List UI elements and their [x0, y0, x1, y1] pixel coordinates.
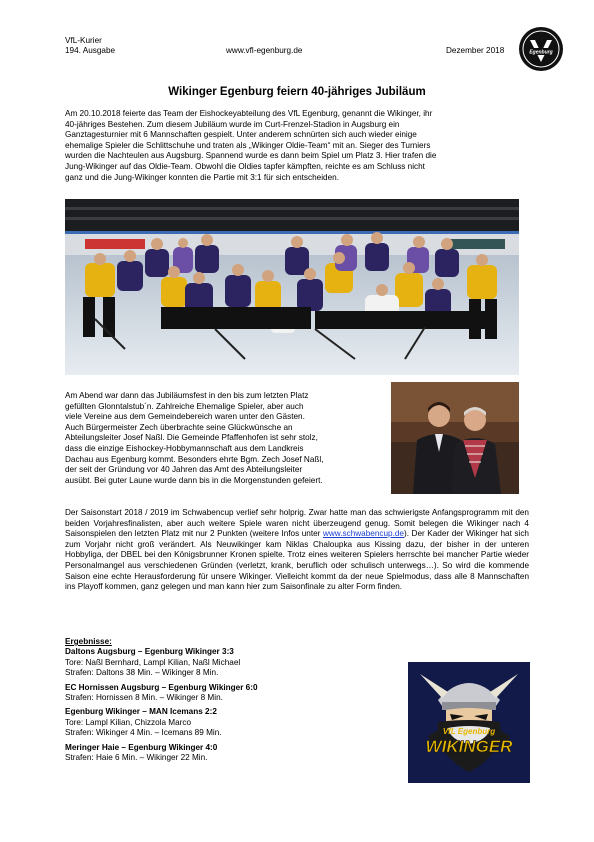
- text-line: Abteilungsleiter Josef Naßl. Die Gemeinde Pfaffenhofen ist sehr stolz,: [65, 433, 318, 443]
- text-line: Am Abend war dann das Jubiläumsfest in den bis zum letzten Platz: [65, 391, 309, 400]
- svg-text:Egenburg: Egenburg: [529, 49, 553, 56]
- result-block: [65, 707, 365, 738]
- club-logo: [518, 26, 564, 72]
- logo-top-text: VfL Egenburg: [442, 727, 496, 736]
- results-heading: Ergebnisse:: [65, 637, 112, 646]
- text-line: ehemalige Spieler die Schlittschuhe und traten als „Wikinger Oldie-Team“ mit an. Sieger des Turniers: [65, 140, 431, 150]
- match-detail: Strafen: Wikinger 4 Min. – Icemans 89 Min.: [65, 728, 222, 738]
- team-photo: [65, 199, 519, 375]
- newsletter-name: VfL-Kurier: [65, 36, 102, 45]
- website-url[interactable]: www.vfl-egenburg.de: [226, 46, 303, 55]
- text-line: Auch Bürgermeister Zech überbrachte seine Glückwünsche an: [65, 422, 293, 432]
- issue-number: 194. Ausgabe: [65, 46, 116, 55]
- match-title: EC Hornissen Augsburg – Egenburg Wikinger 6:0: [65, 682, 258, 692]
- article-paragraph-season: [65, 508, 529, 593]
- issue-date: Dezember 2018: [446, 46, 505, 55]
- text-line: 40-jähriges Bestehen. Zum diesem Jubiläum wurde im Curt-Frenzel-Stadion in Augsburg ein: [65, 119, 400, 129]
- match-detail: Strafen: Haie 6 Min. – Wikinger 22 Min.: [65, 753, 208, 763]
- match-title: Egenburg Wikinger – MAN Icemans 2:2: [65, 707, 217, 717]
- text-line: wurden die Nachteulen aus Augsburg. Spannend wurde es dann beim Spiel um Platz 3. Hier trafen die: [65, 151, 437, 161]
- text-line: ganz und die Jung-Wikinger konnten die Partie mit 3:1 für sich entscheiden.: [65, 172, 339, 182]
- text-line: der seit der Gründung vor 40 Jahren das Amt des Abteilungsleiter: [65, 465, 303, 475]
- match-title: Daltons Augsburg – Egenburg Wikinger 3:3: [65, 647, 234, 657]
- results-section: [65, 637, 365, 763]
- text-line: Am 20.10.2018 feierte das Team der Eishockeyabteilung des VfL Egenburg, genannt die Wikinger, ihr: [65, 109, 433, 118]
- match-detail: Strafen: Daltons 38 Min. – Wikinger 8 Min.: [65, 668, 219, 678]
- wikinger-team-logo: [408, 662, 530, 783]
- text-line: ausübt. Bei guter Laune wurde dann bis in die Morgenstunden gefeiert.: [65, 475, 323, 485]
- text-line: Jung-Wikinger auf das Oldie-Team. Obwohl die Oldies tapfer kämpften, reichte es am Schluss nicht: [65, 161, 425, 171]
- article-paragraph-celebration: [65, 391, 365, 486]
- logo-main-text: WIKINGER: [425, 737, 513, 756]
- article-paragraph-intro: [65, 109, 540, 183]
- article-title: Wikinger Egenburg feiern 40-jähriges Jubiläum: [168, 86, 426, 98]
- result-block: [65, 683, 365, 704]
- season-text-start: Der Saisonstart 2018 / 2019 im Schwabencup verlief sehr holprig. Zwar hatte man das schwierigste Anfangsprogramm mit den beiden Vorjahresfinalisten, aber auch weitere Spiele waren nicht überzeugend genug. Somit belegen die Wikinger nach 4 Saisonspielen den letzten Platz mit nur 2 Punkten (weitere Infos unter: [65, 508, 529, 539]
- match-detail: Tore: Naßl Bernhard, Lampl Kilian, Naßl Michael: [65, 657, 241, 667]
- result-block: [65, 743, 365, 764]
- text-line: dass die einzige Eishockey-Hobbymannschaft aus dem Landkreis: [65, 443, 304, 453]
- match-detail: Tore: Lampl Kilian, Chizzola Marco: [65, 717, 192, 727]
- match-title: Meringer Haie – Egenburg Wikinger 4:0: [65, 742, 218, 752]
- match-detail: Strafen: Hornissen 8 Min. – Wikinger 8 Min.: [65, 693, 223, 703]
- text-line: viele Vereine aus dem Gemeindebereich waren unter den Gästen.: [65, 412, 305, 422]
- text-line: Ganztagesturnier mit 6 Mannschaften gespielt. Unter anderem schnürten sich auch wieder einige: [65, 130, 417, 140]
- text-line: gefüllten Glonntalstub´n. Zahlreiche Ehemalige Spieler, aber auch: [65, 401, 304, 411]
- schwabencup-link[interactable]: www.schwabencup.de: [322, 529, 404, 539]
- result-block: [65, 647, 365, 678]
- text-line: Dachau aus Egenburg kommt. Besonders ehrte Bgm. Zech Josef Naßl,: [65, 454, 324, 464]
- season-text-end: ). Der Kader der Wikinger hat sich zum Vorjahr nicht groß verändert. Als Neuwikinger kam Niklas Chaloupka aus Kissing dazu, der bisher in der unteren Hobbyliga, der DBEL bei den Königsbrunner Kronen spielte. Trotz eines weiteren Spielers herrschte bei mancher Partie wieder Personalmangel aus verschiedenen Gründen (verletzt, krank, beruflich oder schulisch unterwegs…). So wird die kommende Saison eine echte Herausforderung für unsere Wikinger. Vielleicht kommt da der neue Spielmodus, dass alle 8 Mannschaften ins Playoff kommen, ganz gelegen und man kann hier zum Saisonfinale zu alter Form finden.: [65, 529, 529, 592]
- mayor-photo: [391, 382, 519, 494]
